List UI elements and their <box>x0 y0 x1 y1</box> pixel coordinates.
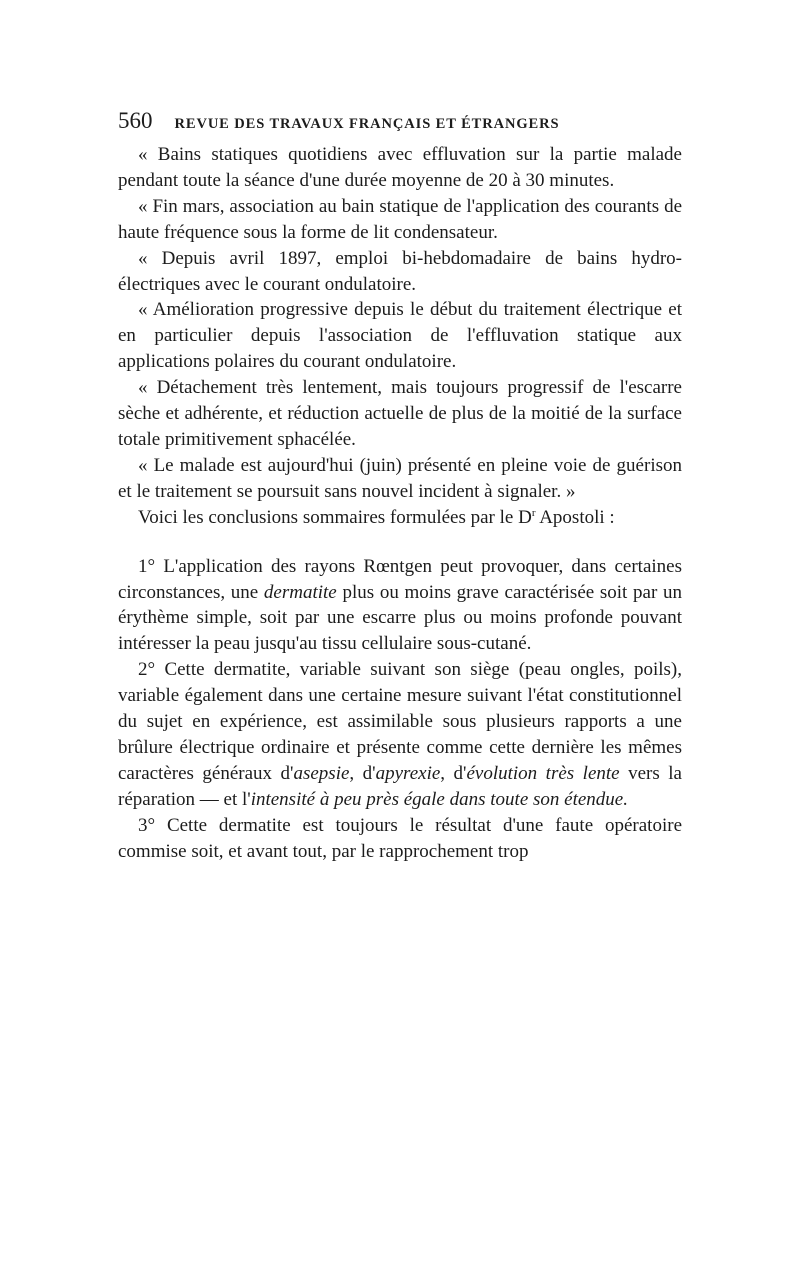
conclusion-2-italic-apyrexie: apyrexie <box>375 762 441 784</box>
conclusion-2-sep-2: , d' <box>440 762 467 784</box>
conclusion-2-sep-1: , d' <box>349 762 376 784</box>
quoted-paragraph-3: « Depuis avril 1897, emploi bi-hebdomadaire de bains hydro-électriques avec le courant ondulatoire. <box>118 247 682 295</box>
conclusion-3: 3° Cette dermatite est toujours le résultat d'une faute opératoire commise soit, et avant tout, par le rapprochement trop <box>118 814 682 862</box>
intro-text-end: Apostoli : <box>535 506 615 528</box>
quoted-paragraph-5: « Détachement très lentement, mais toujours progressif de l'escarre sèche et adhérente, et réduction actuelle de plus de la moitié de la surface totale primitivement sphacélée. <box>118 377 682 450</box>
page-number: 560 <box>118 108 153 133</box>
conclusion-2-text: 2° Cette dermatite, variable suivant son siège (peau ongles, poils), variable également dans une certaine mesure suivant l'état constitutionnel du sujet en expérience, est assimilable sous plusieurs rapports a une brûlure électrique ordinaire et présente comme cette dernière les mêmes caractères généraux d' <box>118 659 682 784</box>
conclusion-2-italic-intensite: intensité à peu près égale dans toute son étendue. <box>250 788 628 810</box>
conclusion-1-text: 1° L'application des rayons Rœntgen peut provoquer, dans certaines circonstances, une <box>118 555 682 603</box>
conclusion-2-italic-asepsie: asepsie <box>293 762 350 784</box>
quoted-paragraph-6: « Le malade est aujourd'hui (juin) présenté en pleine voie de guérison et le traitement se poursuit sans nouvel incident à signaler. » <box>118 454 682 502</box>
running-title: REVUE DES TRAVAUX FRANÇAIS ET ÉTRANGERS <box>174 116 560 132</box>
conclusions-intro <box>118 505 682 531</box>
doctor-abbrev-sup: r <box>531 506 536 519</box>
conclusion-1-italic: dermatite <box>263 581 337 603</box>
conclusion-2-text-mid: vers la réparation — et <box>118 762 682 810</box>
conclusion-1-text-end: plus ou moins grave caractérisée soit par un érythème simple, soit par une escarre plus ou moins profonde pouvant intéresser la peau jusqu'au tissu cellulaire sous-cutané. <box>118 581 682 655</box>
quoted-paragraph-4: « Amélioration progressive depuis le début du traitement électrique et en particulier depuis l'association de l'effluvation statique aux applications polaires du courant ondulatoire. <box>118 299 682 373</box>
page-header <box>118 108 682 142</box>
intro-text: Voici les conclusions sommaires formulées par le D <box>138 506 532 528</box>
conclusion-1 <box>118 554 682 658</box>
conclusion-2 <box>118 657 682 812</box>
conclusion-2-italic-evolution: évolution très lente <box>466 762 620 784</box>
quoted-paragraph-2: « Fin mars, association au bain statique de l'application des courants de haute fréquence sous la forme de lit condensateur. <box>118 195 682 243</box>
conclusion-2-article: l' <box>241 788 251 810</box>
book-page <box>118 108 682 864</box>
quoted-paragraph-1: « Bains statiques quotidiens avec effluvation sur la partie malade pendant toute la séance d'une durée moyenne de 20 à 30 minutes. <box>118 144 682 191</box>
